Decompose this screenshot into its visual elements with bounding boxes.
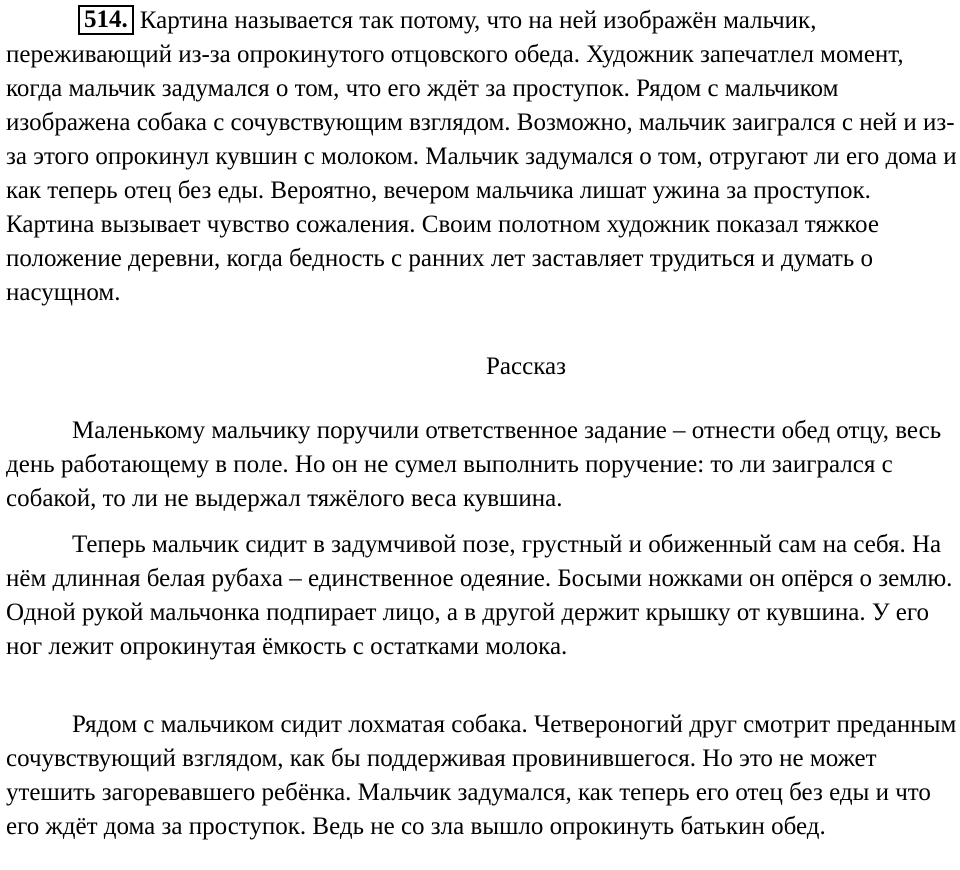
task-number-badge: 514. [78, 5, 134, 35]
story-paragraph-1: Маленькому мальчику поручили ответственное задание – отнести обед отцу, весь день работающему в поле. Но он не сумел выполнить поручение: то ли заигрался с собакой, то ли не выдержал тяжёлого веса кувшина. [6, 417, 942, 512]
story-title: Рассказ [486, 353, 566, 380]
task-paragraph [6, 4, 960, 310]
story-paragraph-2: Теперь мальчик сидит в задумчивой позе, грустный и обиженный сам на себя. На нём длинная белая рубаха – единственное одеяние. Босыми ножками он опёрся о землю. Одной рукой мальчонка подпирает лицо, а в другой держит крышку от кувшина. У его ног лежит опрокинутая ёмкость с остатками молока. [6, 531, 953, 660]
story-paragraph-3: Рядом с мальчиком сидит лохматая собака. Четвероногий друг смотрит преданным сочувствующий взглядом, как бы поддерживая провинившегося. Но это не может утешить загоревавшего ребёнка. Мальчик задумался, как теперь его отец без еды и что его ждёт дома за проступок. Ведь не со зла вышло опрокинуть батькин обед. [6, 711, 957, 840]
task-text: Картина называется так потому, что на ней изображён мальчик, переживающий из-за опрокинутого отцовского обеда. Художник запечатлел момент, когда мальчик задумался о том, что его ждёт за проступок. Рядом с мальчиком изображена собака с сочувствующим взглядом. Возможно, мальчик заигрался с ней и из-за этого опрокинул кувшин с молоком. Мальчик задумался о том, отругают ли его дома и как теперь отец без еды. Вероятно, вечером мальчика лишат ужина за проступок. Картина вызывает чувство сожаления. Своим полотном художник показал тяжкое положение деревни, когда бедность с ранних лет заставляет трудиться и думать о насущном. [6, 7, 957, 306]
